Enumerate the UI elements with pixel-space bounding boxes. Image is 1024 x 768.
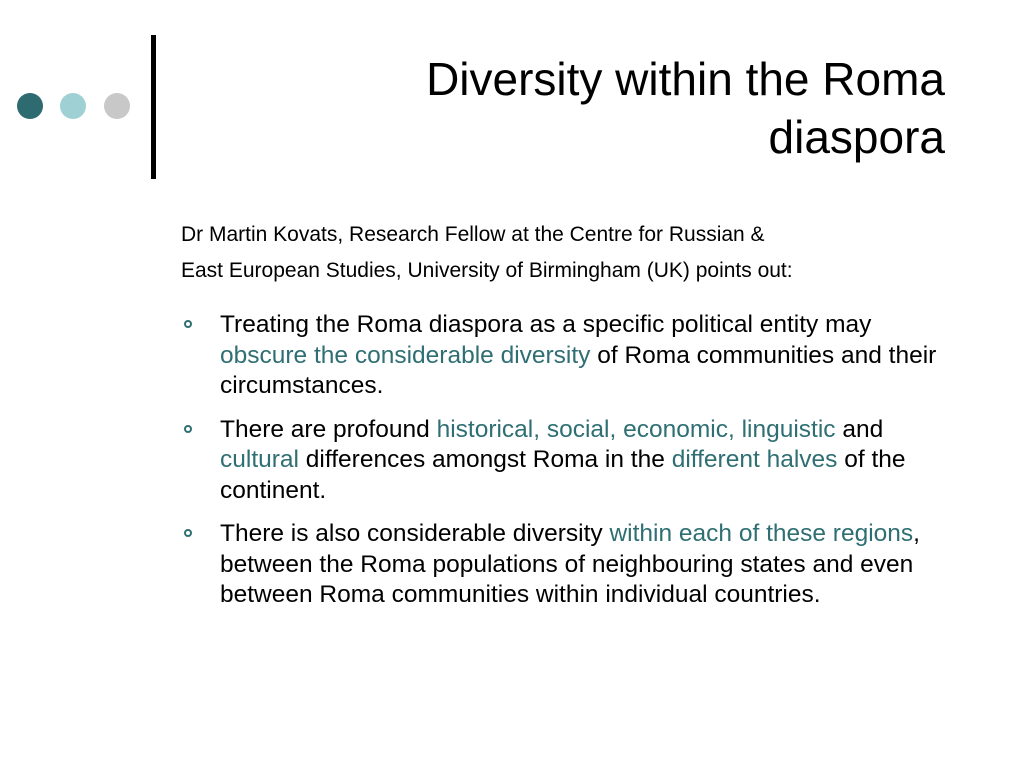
bullet-list	[181, 310, 951, 624]
bullet-text: of Roma communities and their circumstances.	[220, 341, 937, 399]
decorative-dot-dark	[17, 93, 43, 119]
intro-paragraph	[181, 217, 971, 289]
bullet-text: and	[835, 415, 884, 443]
bullet-text: differences amongst Roma in the	[298, 446, 672, 473]
slide-title-line-2: diaspora	[768, 111, 945, 163]
bullet-text: Treating the Roma diaspora as a specific political entity may	[220, 311, 872, 338]
highlighted-text: obscure the considerable diversity	[220, 341, 591, 369]
intro-line-1: Dr Martin Kovats, Research Fellow at the Centre for Russian &	[181, 223, 765, 246]
bullet-text: of the continent.	[220, 446, 906, 504]
bullet-item	[181, 519, 951, 611]
intro-line-2: East European Studies, University of Birmingham (UK) points out:	[181, 259, 793, 282]
bullet-item	[181, 310, 951, 402]
bullet-text: , between the Roma populations of neighbouring states and even between Roma communities within individual countries.	[220, 520, 920, 608]
highlighted-text: within each of these regions	[609, 520, 914, 547]
hollow-circle-icon	[184, 529, 192, 537]
title-divider-line	[151, 35, 156, 179]
slide-title-line-1: Diversity within the Roma	[426, 53, 945, 105]
hollow-circle-icon	[184, 425, 192, 433]
bullet-item	[181, 415, 951, 507]
bullet-text: There are profound	[220, 415, 437, 443]
highlighted-text: historical, social, economic, linguistic	[436, 415, 836, 443]
highlighted-text: cultural	[220, 446, 299, 473]
decorative-dot-light	[60, 93, 86, 119]
slide-title	[245, 50, 945, 166]
bullet-text: There is also considerable diversity	[220, 520, 610, 547]
hollow-circle-icon	[184, 320, 192, 328]
highlighted-text: different halves	[671, 446, 838, 473]
decorative-dot-grey	[104, 93, 130, 119]
